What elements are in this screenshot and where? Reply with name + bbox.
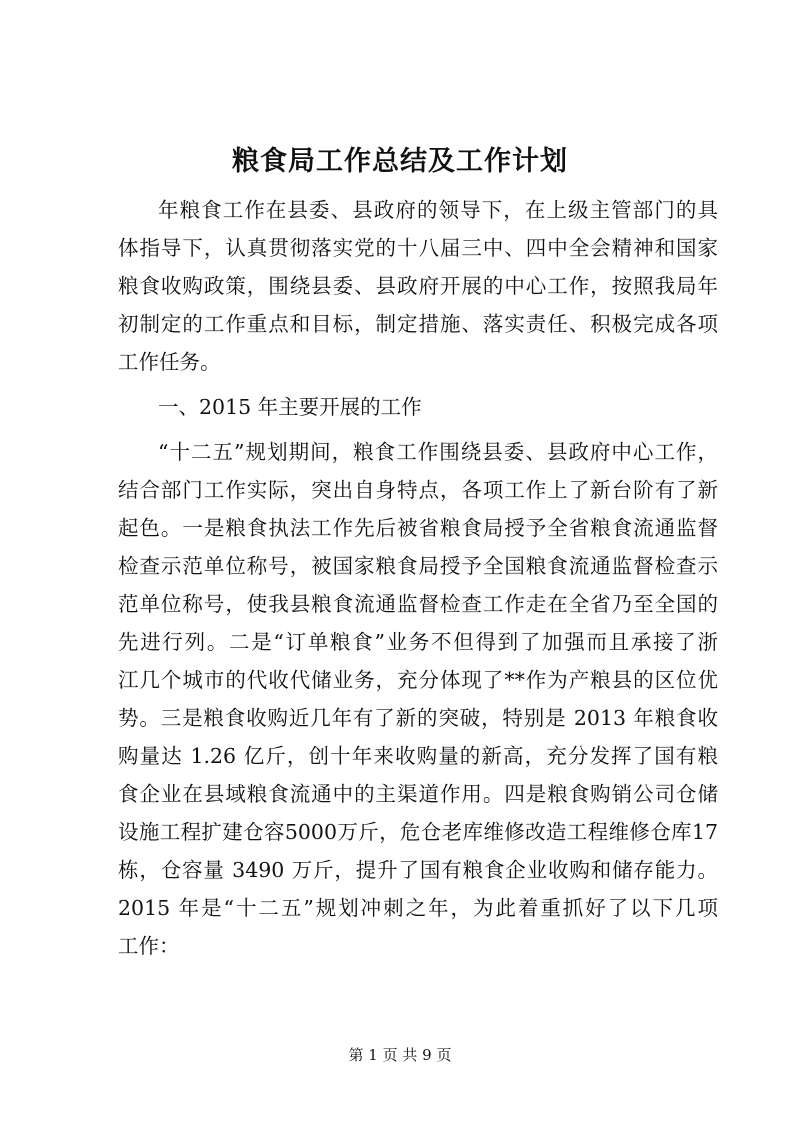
paragraph-line: 势。三是粮食收购近几年有了新的突破，特别是 2013 年粮食收 (118, 706, 718, 730)
paragraph-line: 工作任务。 (118, 350, 221, 374)
paragraph-line: 工作： (118, 934, 180, 958)
paragraph-line: “十二五”规划期间，粮食工作围绕县委、县政府中心工作， (158, 440, 718, 464)
section-heading: 一、2015 年主要开展的工作 (158, 395, 422, 419)
paragraph-line: 粮食收购政策，围绕县委、县政府开展的中心工作，按照我局年 (118, 274, 718, 298)
paragraph-line: 检查示范单位称号，被国家粮食局授予全国粮食流通监督检查示 (118, 554, 718, 578)
paragraph-line: 江几个城市的代收代储业务，充分体现了**作为产粮县的区位优 (118, 668, 718, 692)
paragraph-line: 范单位称号，使我县粮食流通监督检查工作走在全省乃至全国的 (118, 592, 718, 616)
paragraph-line: 先进行列。二是“订单粮食”业务不但得到了加强而且承接了浙 (118, 630, 718, 654)
paragraph-line: 设施工程扩建仓容5000万斤，危仓老库维修改造工程维修仓库17 (118, 820, 718, 844)
paragraph-line: 初制定的工作重点和目标，制定措施、落实责任、积极完成各项 (118, 312, 718, 336)
paragraph-line: 结合部门工作实际，突出自身特点，各项工作上了新台阶有了新 (118, 478, 718, 502)
paragraph-line: 体指导下，认真贯彻落实党的十八届三中、四中全会精神和国家 (118, 236, 718, 260)
paragraph-line: 食企业在县域粮食流通中的主渠道作用。四是粮食购销公司仓储 (118, 782, 718, 806)
paragraph-line: 栋，仓容量 3490 万斤，提升了国有粮食企业收购和储存能力。 (118, 858, 718, 882)
paragraph-line: 2015 年是“十二五”规划冲刺之年，为此着重抓好了以下几项 (118, 896, 718, 920)
paragraph-line: 起色。一是粮食执法工作先后被省粮食局授予全省粮食流通监督 (118, 516, 718, 540)
document-title: 粮食局工作总结及工作计划 (232, 146, 568, 177)
paragraph-line: 年粮食工作在县委、县政府的领导下，在上级主管部门的具 (158, 198, 718, 222)
page-number-footer: 第 1 页 共 9 页 (348, 1046, 452, 1064)
paragraph-line: 购量达 1.26 亿斤，创十年来收购量的新高，充分发挥了国有粮 (118, 744, 718, 768)
